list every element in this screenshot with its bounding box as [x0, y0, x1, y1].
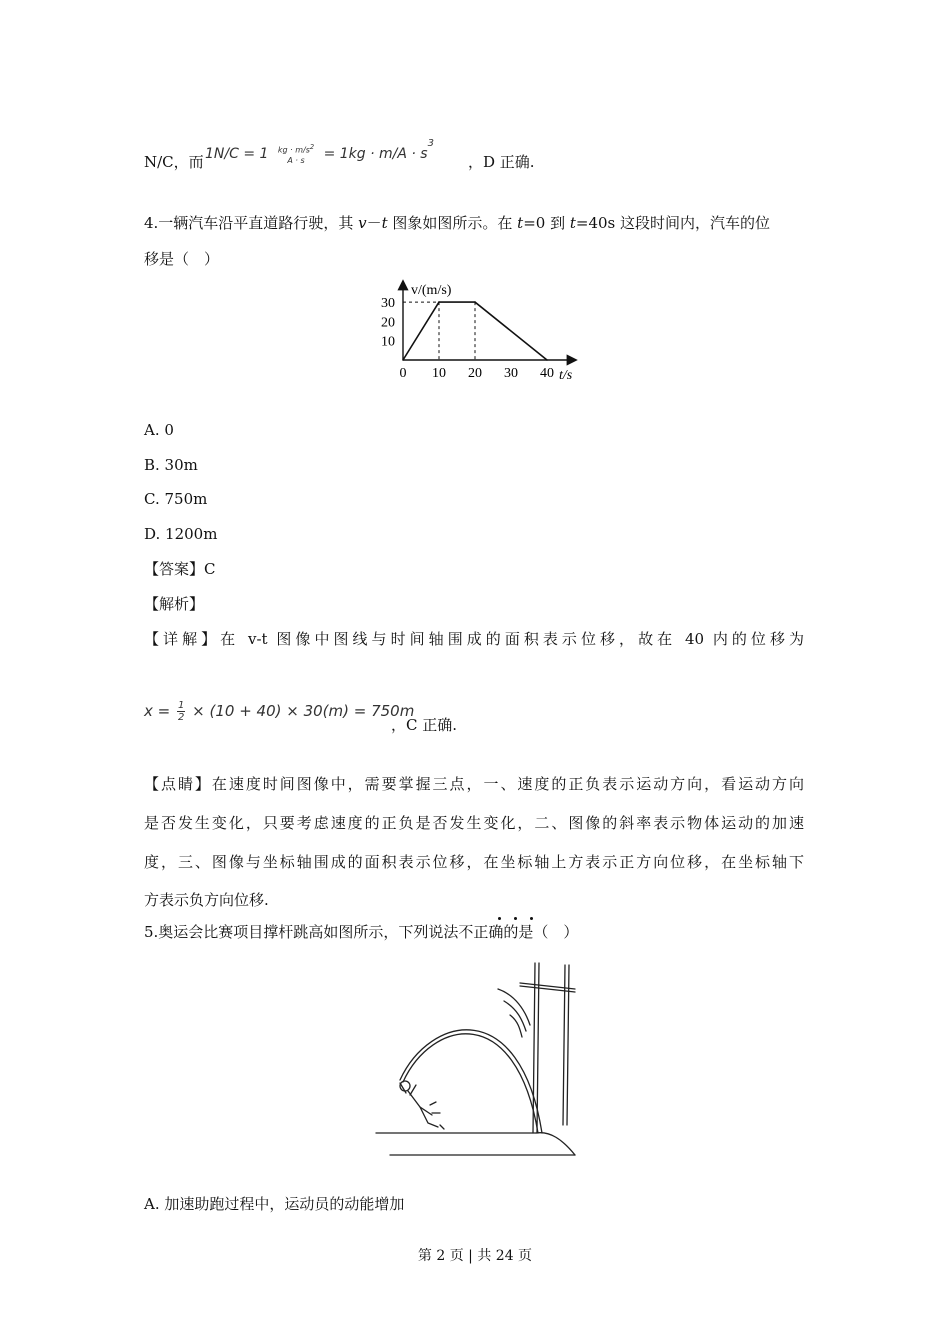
pole-vault-illustration: [370, 955, 580, 1161]
y-tick-label: 10: [381, 334, 395, 350]
formula-rhs-exponent: 3: [427, 138, 434, 149]
page-footer: 第 2 页 | 共 24 页: [417, 1248, 533, 1264]
y-tick-label: 20: [381, 315, 395, 331]
data-point: [402, 359, 404, 361]
analysis-label: 【解析】: [144, 595, 205, 613]
formula-displacement: [144, 700, 414, 723]
data-point: [546, 359, 548, 361]
x-tick-label: 20: [468, 366, 482, 381]
formula-rhs: = 1kg · m/A · s: [323, 146, 428, 162]
formula-unit-conversion: [205, 138, 434, 166]
y-axis-label: v/(m/s): [411, 283, 452, 298]
text-prefix: N/C，而: [144, 153, 204, 171]
fraction-denominator: A · s: [287, 156, 305, 166]
x-tick-label: 40: [540, 366, 554, 381]
detail-text: 【详解】在 v-t 图像中图线与时间轴围成的面积表示位移，故在 40 内的位移为: [144, 630, 804, 648]
question-5-stem: 5.奥运会比赛项目撑杆跳高如图所示，下列说法不正确的是（ ）: [144, 923, 579, 941]
x-tick-label: 30: [504, 366, 518, 381]
vt-graph: [365, 278, 585, 388]
answer-label: 【答案】C: [144, 560, 216, 578]
formula-suffix: ，C 正确.: [391, 716, 458, 734]
fraction-denominator: 2: [178, 712, 185, 723]
option-a: A. 0: [144, 421, 174, 439]
comment-line-3: 度，三、图像与坐标轴围成的面积表示位移，在坐标轴上方表示正方向位移，在坐标轴下: [144, 853, 804, 871]
x-axis-label: t/s: [559, 368, 573, 383]
emphasis-dot: [514, 917, 517, 920]
option-b: B. 30m: [144, 456, 198, 474]
formula-lhs: x =: [144, 702, 171, 720]
comment-line-1: 【点睛】在速度时间图像中，需要掌握三点，一、速度的正负表示运动方向，看运动方向: [144, 775, 804, 793]
x-tick-label: 10: [432, 366, 446, 381]
option-d: D. 1200m: [144, 525, 218, 543]
emphasis-dot: [530, 917, 533, 920]
question-4-stem-line-1: 4.一辆汽车沿平直道路行驶，其 v－t 图象如图所示。在 t=0 到 t=40s 这段时间内，汽车的位: [144, 214, 771, 232]
comment-line-4: 方表示负方向位移.: [144, 891, 269, 909]
fraction-numerator-exponent: 2: [309, 142, 315, 151]
formula-fraction: [177, 700, 185, 723]
option-c: C. 750m: [144, 490, 208, 508]
fraction-numerator: kg · m/s: [277, 145, 310, 155]
x-tick-label: 0: [399, 366, 407, 381]
question-4-stem-line-2: 移是（ ）: [144, 250, 220, 268]
fraction-numerator: 1: [178, 700, 185, 711]
emphasis-text: 不正确: [458, 923, 504, 941]
formula-lhs: 1N/C = 1: [205, 146, 269, 162]
formula-fraction: [276, 142, 316, 167]
comment-line-2: 是否发生变化，只要考虑速度的正负是否发生变化，二、图像的斜率表示物体运动的加速: [144, 814, 804, 832]
formula-rhs: × (10 + 40) × 30(m) = 750m: [192, 702, 415, 720]
emphasis-dot: [498, 917, 501, 920]
question-5-option-a: A. 加速助跑过程中，运动员的动能增加: [144, 1195, 405, 1213]
y-tick-label: 30: [381, 296, 395, 312]
text-suffix: ，D 正确.: [468, 153, 535, 171]
